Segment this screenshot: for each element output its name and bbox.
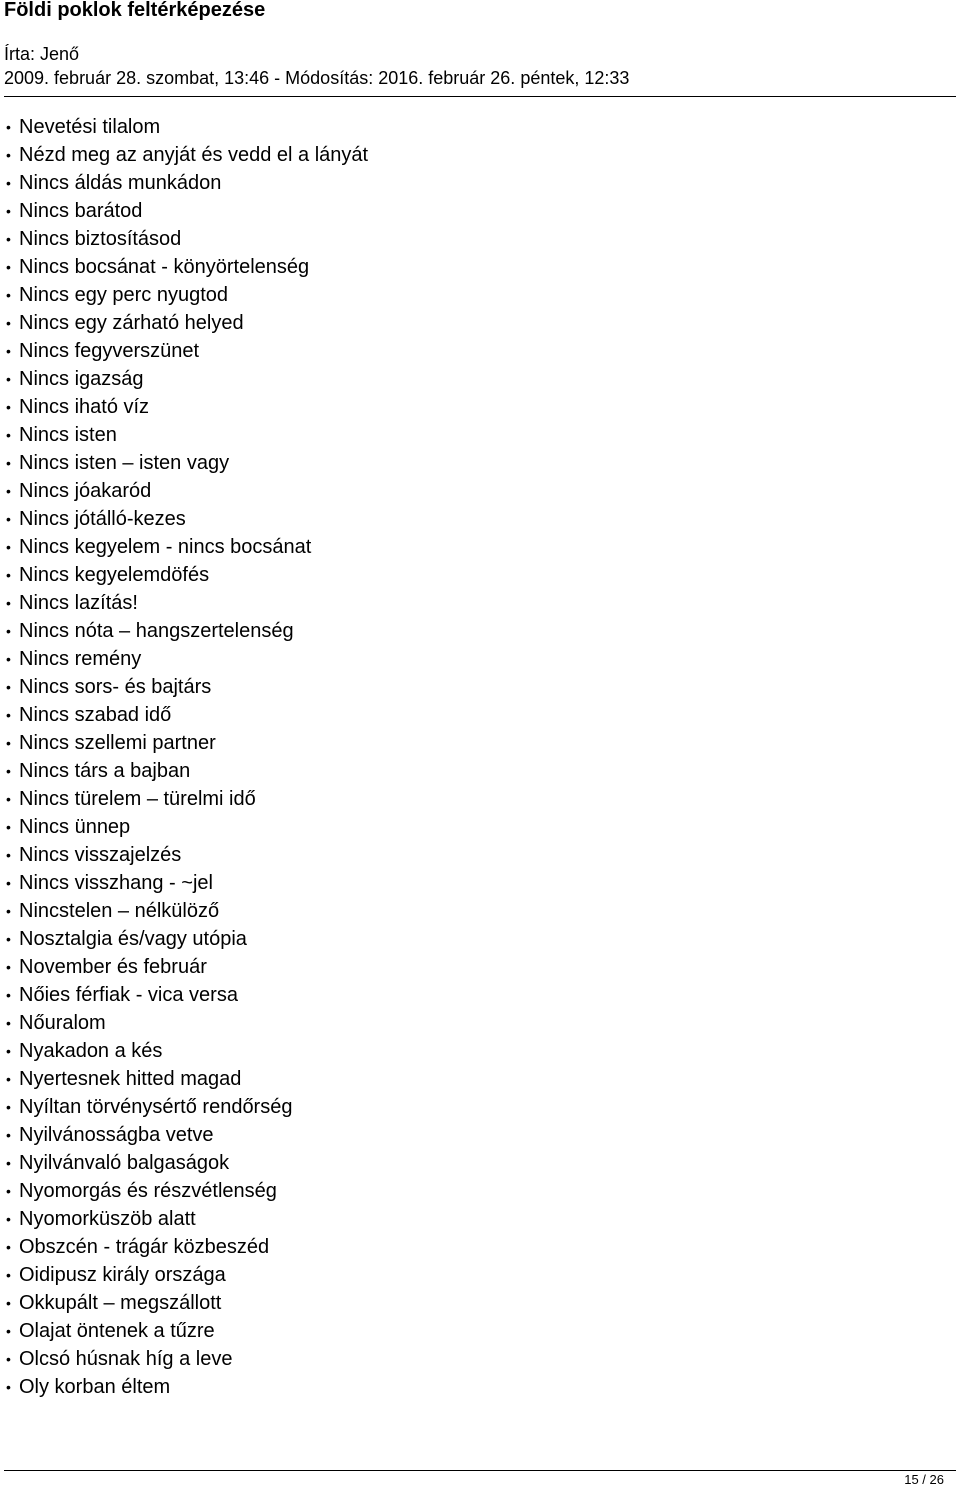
list-item-text: Nőies férfiak - vica versa [19,984,238,1006]
bullet-icon: • [6,175,11,191]
list-item-text: Nincs kegyelem - nincs bocsánat [19,536,312,558]
list-item [0,393,368,421]
bullet-icon: • [6,679,11,695]
list-item [0,897,368,925]
bullet-icon: • [6,483,11,499]
bullet-icon: • [6,231,11,247]
list-item-text: Nincs jóakaród [19,480,152,502]
list-item-text: Nincs isten [19,424,117,446]
list-item-text: Oidipusz király országa [19,1264,226,1286]
list-item [0,785,368,813]
bullet-icon: • [6,511,11,527]
list-item [0,645,368,673]
list-item-text: Nincs iható víz [19,396,150,418]
list-item [0,1065,368,1093]
list-item-text: Nincs ünnep [19,816,131,838]
bullet-icon: • [6,343,11,359]
list-item-text: Nincs társ a bajban [19,760,191,782]
list-item-text: Okkupált – megszállott [19,1292,222,1314]
list-item [0,673,368,701]
bullet-icon: • [6,119,11,135]
bullet-icon: • [6,427,11,443]
list-item [0,841,368,869]
list-item [0,1009,368,1037]
list-item-text: Nincs lazítás! [19,592,138,614]
bullet-icon: • [6,1071,11,1087]
list-item [0,953,368,981]
list-item [0,1177,368,1205]
list-item-text: Nincs kegyelemdöfés [19,564,210,586]
list-item [0,813,368,841]
footer-divider [4,1470,956,1471]
list-item-text: Nincs nóta – hangszertelenség [19,620,294,642]
list-item [0,225,368,253]
date-line: 2009. február 28. szombat, 13:46 - Módosítás: 2016. február 26. péntek, 12:33 [4,68,630,88]
list-item [0,1261,368,1289]
list-item [0,757,368,785]
bullet-icon: • [6,1267,11,1283]
list-item [0,141,368,169]
list-item-text: Nincs igazság [19,368,144,390]
bullet-icon: • [6,1127,11,1143]
list-item [0,869,368,897]
bullet-icon: • [6,847,11,863]
list-item [0,169,368,197]
bullet-icon: • [6,959,11,975]
list-item [0,617,368,645]
list-item [0,281,368,309]
bullet-icon: • [6,147,11,163]
bullet-icon: • [6,455,11,471]
list-item-text: Obszcén - trágár közbeszéd [19,1236,270,1258]
bullet-icon: • [6,707,11,723]
list-item [0,1121,368,1149]
list-item [0,701,368,729]
bullet-icon: • [6,371,11,387]
list-item [0,729,368,757]
bullet-icon: • [6,791,11,807]
list-item [0,477,368,505]
list-item-text: Nincs fegyverszünet [19,340,200,362]
list-item-text: Oly korban éltem [19,1376,171,1398]
page-number: 15 / 26 [904,1472,944,1487]
list-item [0,1317,368,1345]
bullet-icon: • [6,651,11,667]
bullet-icon: • [6,1379,11,1395]
list-item [0,925,368,953]
list-item-text: Nyilvánvaló balgaságok [19,1152,230,1174]
list-item [0,505,368,533]
list-item-text: Nyomorgás és részvétlenség [19,1180,277,1202]
bullet-icon: • [6,1183,11,1199]
list-item [0,981,368,1009]
list-item-text: Nyertesnek hitted magad [19,1068,242,1090]
list-item [0,253,368,281]
bullet-icon: • [6,1351,11,1367]
bullet-icon: • [6,1295,11,1311]
list-item-text: Nyilvánosságba vetve [19,1124,214,1146]
list-item [0,421,368,449]
bullet-icon: • [6,399,11,415]
list-item-text: Nézd meg az anyját és vedd el a lányát [19,144,369,166]
bullet-icon: • [6,539,11,555]
list-item [0,561,368,589]
bullet-icon: • [6,567,11,583]
list-item-text: Nevetési tilalom [19,116,161,138]
bullet-icon: • [6,287,11,303]
list-item-text: Nincs visszhang - ~jel [19,872,213,894]
bullet-icon: • [6,819,11,835]
list-item [0,533,368,561]
list-item [0,1233,368,1261]
list-item-text: Nosztalgia és/vagy utópia [19,928,247,950]
list-item [0,113,368,141]
bullet-icon: • [6,735,11,751]
list-item [0,337,368,365]
list-item [0,449,368,477]
list-item-text: Nyomorküszöb alatt [19,1208,196,1230]
bullet-icon: • [6,1043,11,1059]
bullet-icon: • [6,903,11,919]
list-item-text: Nyakadon a kés [19,1040,163,1062]
list-item-text: Nincs egy zárható helyed [19,312,244,334]
list-item-text: Nincs isten – isten vagy [19,452,230,474]
bullet-icon: • [6,987,11,1003]
bullet-icon: • [6,595,11,611]
list-item [0,365,368,393]
bullet-icon: • [6,763,11,779]
list-item-text: Nincs jótálló-kezes [19,508,186,530]
list-item-text: Nincs türelem – türelmi idő [19,788,256,810]
bullet-icon: • [6,1099,11,1115]
list-item [0,1205,368,1233]
list-item [0,1149,368,1177]
list-item-text: Nincs szabad idő [19,704,172,726]
list-item [0,1093,368,1121]
entry-list [0,113,368,1401]
bullet-icon: • [6,931,11,947]
list-item-text: Nincs barátod [19,200,143,222]
list-item-text: Olcsó húsnak híg a leve [19,1348,233,1370]
header-divider [4,96,956,97]
list-item [0,197,368,225]
list-item [0,1373,368,1401]
list-item [0,1289,368,1317]
list-item [0,589,368,617]
list-item-text: Nyíltan törvénysértő rendőrség [19,1096,293,1118]
document-title: Földi poklok feltérképezése [4,0,266,21]
list-item-text: Nincs remény [19,648,142,670]
list-item-text: Nincstelen – nélkülöző [19,900,220,922]
list-item-text: Olajat öntenek a tűzre [19,1320,215,1342]
list-item-text: Nincs biztosításod [19,228,182,250]
bullet-icon: • [6,259,11,275]
bullet-icon: • [6,1323,11,1339]
list-item-text: Nincs visszajelzés [19,844,182,866]
author-line: Írta: Jenő [4,44,80,64]
list-item-text: Nincs áldás munkádon [19,172,222,194]
list-item-text: Nincs sors- és bajtárs [19,676,212,698]
list-item [0,309,368,337]
bullet-icon: • [6,875,11,891]
bullet-icon: • [6,1239,11,1255]
bullet-icon: • [6,315,11,331]
list-item-text: November és február [19,956,207,978]
bullet-icon: • [6,1155,11,1171]
bullet-icon: • [6,623,11,639]
list-item-text: Nincs bocsánat - könyörtelenség [19,256,310,278]
bullet-icon: • [6,1015,11,1031]
list-item-text: Nőuralom [19,1012,106,1034]
list-item [0,1037,368,1065]
bullet-icon: • [6,203,11,219]
bullet-icon: • [6,1211,11,1227]
list-item [0,1345,368,1373]
list-item-text: Nincs egy perc nyugtod [19,284,229,306]
list-item-text: Nincs szellemi partner [19,732,216,754]
